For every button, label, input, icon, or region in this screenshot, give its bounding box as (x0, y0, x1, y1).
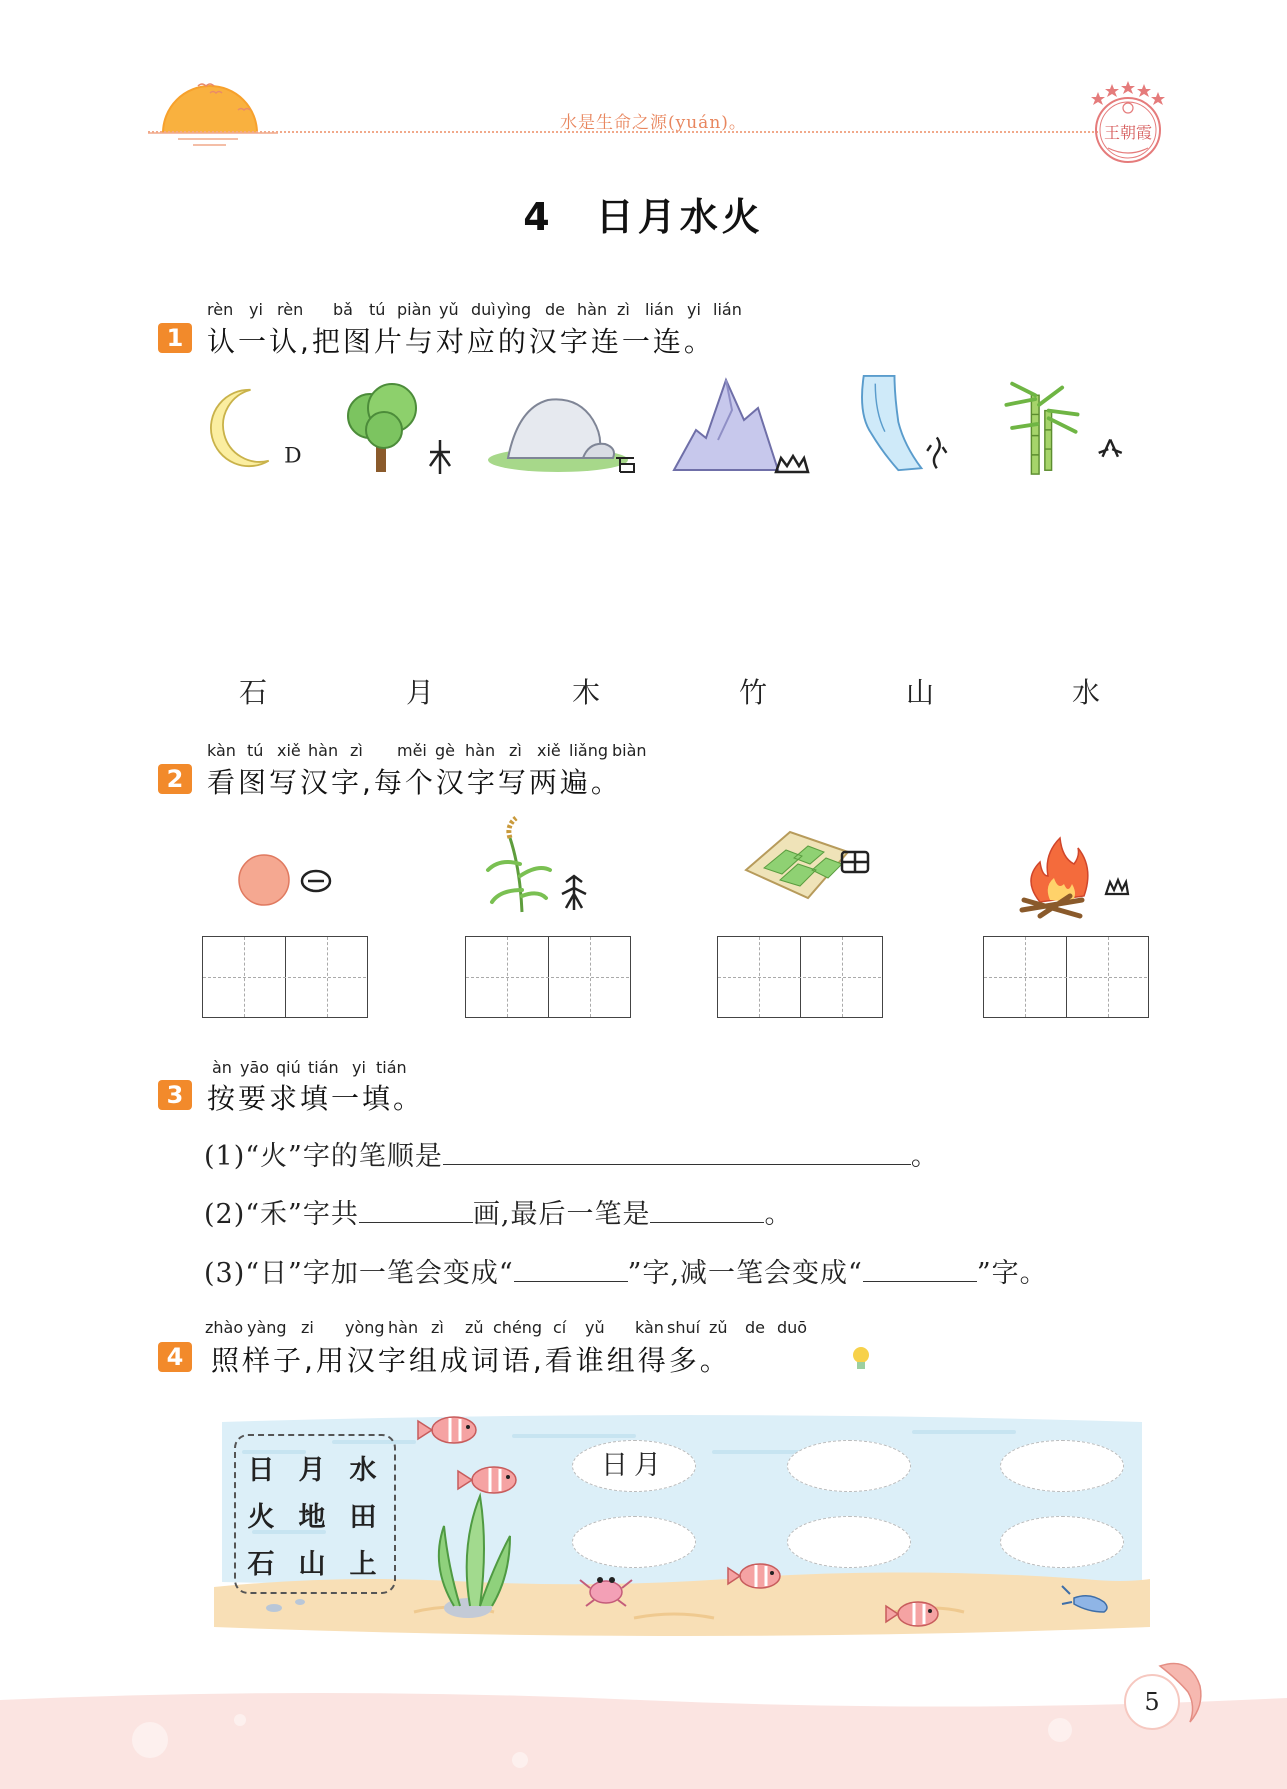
answer-blank[interactable] (359, 1200, 473, 1223)
pinyin: tú (247, 741, 264, 760)
rock-icon (488, 378, 638, 478)
pinyin: hàn (577, 300, 608, 319)
pinyin: tián (376, 1058, 407, 1077)
answer-blank[interactable] (443, 1142, 911, 1165)
answer-blank[interactable] (650, 1200, 764, 1223)
section1-pinyin (207, 300, 767, 320)
teacher-seal-icon (1088, 78, 1168, 168)
page-title: 4 日月水火 (523, 195, 764, 239)
pinyin: yìng (497, 300, 532, 319)
match-char[interactable]: 水 (1071, 676, 1100, 709)
running-title: 水是生命之源(yuán)。 (560, 113, 747, 133)
pinyin: zǔ (465, 1318, 484, 1337)
pinyin: cí (553, 1318, 567, 1337)
pinyin: duō (777, 1318, 808, 1337)
match-char[interactable]: 月 (405, 676, 434, 709)
bank-char: 石 (247, 1549, 275, 1580)
svg-text:D: D (284, 443, 302, 469)
sunset-icon (148, 80, 278, 150)
example-word-oval: 日月 (572, 1440, 696, 1492)
bank-char: 地 (298, 1502, 326, 1533)
question-1-end: 。 (910, 1141, 939, 1172)
match-char[interactable]: 竹 (738, 676, 767, 709)
question-3-mid: ”字,减一笔会变成“ (627, 1258, 863, 1289)
match-char[interactable]: 石 (238, 676, 267, 709)
pinyin: yàng (247, 1318, 287, 1337)
section4-title: 照样子,用汉字组成词语,看谁组得多。 (211, 1344, 731, 1377)
question-2-end: 。 (764, 1199, 793, 1230)
question-1 (204, 1134, 939, 1173)
pinyin: biàn (612, 741, 647, 760)
answer-oval[interactable] (787, 1516, 911, 1568)
pinyin: lián (645, 300, 674, 319)
pinyin: zì (509, 741, 522, 760)
section2-pinyin (207, 741, 687, 761)
section4-pinyin (205, 1318, 825, 1338)
pinyin: yòng (345, 1318, 385, 1337)
question-2 (204, 1192, 792, 1231)
pinyin: yǔ (585, 1318, 605, 1337)
pinyin: chéng (493, 1318, 543, 1337)
pinyin: àn (212, 1058, 232, 1077)
bank-char: 水 (349, 1455, 377, 1486)
fire-icon (1010, 836, 1140, 918)
section3-pinyin (212, 1058, 432, 1078)
sun-circle-icon (236, 852, 336, 908)
pinyin: hàn (465, 741, 496, 760)
pinyin: rèn (207, 300, 234, 319)
pinyin: de (545, 300, 565, 319)
pinyin: kàn (207, 741, 236, 760)
section-number-3: 3 (158, 1080, 192, 1110)
pinyin: lián (713, 300, 742, 319)
pinyin: gè (435, 741, 455, 760)
pinyin: bǎ (333, 300, 353, 319)
rice-plant-icon (462, 814, 592, 914)
section-number-4: 4 (158, 1342, 192, 1372)
pinyin: kàn (635, 1318, 664, 1337)
writing-grid[interactable] (717, 936, 883, 1018)
footer-band (0, 1690, 1287, 1789)
bamboo-icon (996, 376, 1136, 476)
question-3-end: ”字。 (976, 1258, 1048, 1289)
pinyin: shuí (667, 1318, 701, 1337)
pinyin: rèn (277, 300, 304, 319)
pinyin: piàn (397, 300, 432, 319)
pinyin: xiě (537, 741, 561, 760)
section2-title: 看图写汉字,每个汉字写两遍。 (207, 766, 622, 799)
question-2-mid: 画,最后一笔是 (472, 1199, 651, 1230)
question-3 (204, 1251, 1048, 1290)
answer-oval[interactable] (1000, 1516, 1124, 1568)
pinyin: qiú (276, 1058, 301, 1077)
mountain-icon (670, 378, 810, 478)
bank-char: 山 (298, 1549, 326, 1580)
bank-char: 上 (349, 1549, 377, 1580)
lightbulb-icon (848, 1344, 874, 1374)
pinyin: liǎng (569, 741, 608, 760)
answer-blank[interactable] (863, 1259, 977, 1282)
section3-title: 按要求填一填。 (207, 1082, 425, 1115)
pinyin: tú (369, 300, 386, 319)
waterfall-icon (852, 374, 962, 474)
answer-oval[interactable] (787, 1440, 911, 1492)
writing-grid[interactable] (983, 936, 1149, 1018)
writing-grid[interactable] (202, 936, 368, 1018)
field-icon (740, 822, 880, 914)
pinyin: zhào (205, 1318, 244, 1337)
bank-char: 火 (247, 1502, 275, 1533)
pinyin: yi (687, 300, 701, 319)
pinyin: yi (249, 300, 263, 319)
question-1-text: (1)“火”字的笔顺是 (204, 1141, 443, 1172)
question-2-text: (2)“禾”字共 (204, 1199, 359, 1230)
page-number: 5 (1144, 1688, 1160, 1716)
answer-oval[interactable] (572, 1516, 696, 1568)
answer-blank[interactable] (514, 1259, 628, 1282)
pinyin: hàn (308, 741, 339, 760)
pinyin: de (745, 1318, 765, 1337)
bank-char: 日 (247, 1455, 275, 1486)
bank-char: 月 (298, 1455, 326, 1486)
section-number-1: 1 (158, 323, 192, 353)
pinyin: zì (431, 1318, 444, 1337)
bank-char: 田 (349, 1502, 377, 1533)
pinyin: zi (301, 1318, 314, 1337)
pinyin: duì (471, 300, 496, 319)
section1-title: 认一认,把图片与对应的汉字连一连。 (207, 325, 715, 358)
section-number-2: 2 (158, 764, 192, 794)
pinyin: zì (617, 300, 630, 319)
pinyin: tián (308, 1058, 339, 1077)
crescent-moon-icon (196, 378, 302, 478)
seal-text: 王朝霞 (1103, 123, 1153, 142)
match-char[interactable]: 木 (571, 676, 600, 709)
tree-icon (340, 378, 460, 478)
pinyin: zì (350, 741, 363, 760)
pinyin: zǔ (709, 1318, 728, 1337)
answer-oval[interactable] (1000, 1440, 1124, 1492)
pinyin: yi (352, 1058, 366, 1077)
pinyin: xiě (277, 741, 301, 760)
question-3-text: (3)“日”字加一笔会变成“ (204, 1258, 514, 1289)
pinyin: yāo (240, 1058, 270, 1077)
pinyin: yǔ (439, 300, 459, 319)
match-char[interactable]: 山 (905, 676, 934, 709)
writing-grid[interactable] (465, 936, 631, 1018)
pinyin: hàn (388, 1318, 419, 1337)
pinyin: měi (397, 741, 427, 760)
